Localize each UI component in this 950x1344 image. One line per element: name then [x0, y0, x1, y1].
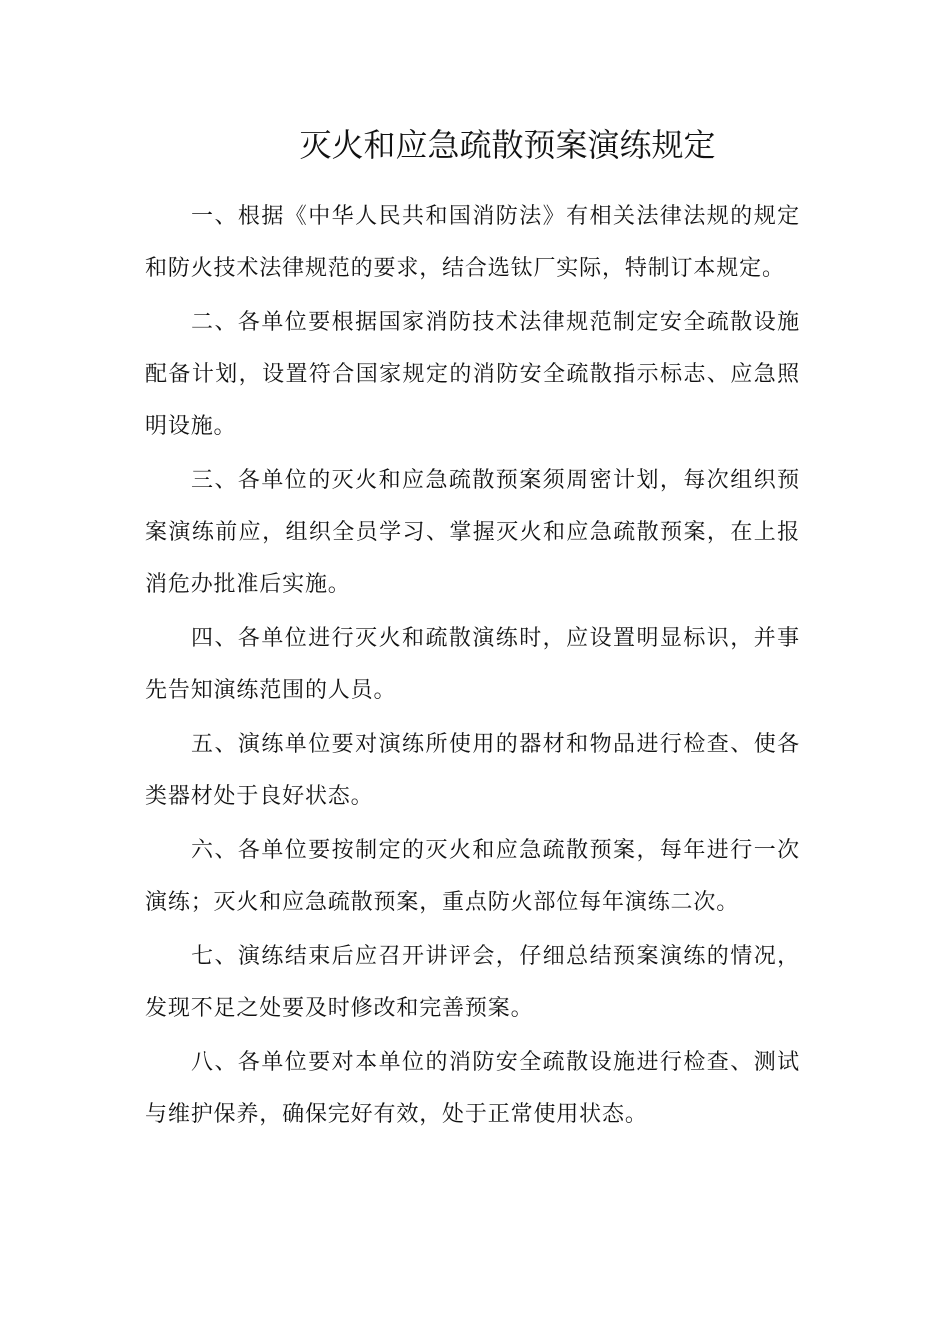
paragraph-1: 一、根据《中华人民共和国消防法》有相关法律法规的规定和防火技术法律规范的要求，结合选钛厂实际，特制订本规定。 — [145, 204, 800, 281]
paragraph-7: 七、演练结束后应召开讲评会，仔细总结预案演练的情况，发现不足之处要及时修改和完善预案。 — [145, 944, 800, 1021]
paragraph-8: 八、各单位要对本单位的消防安全疏散设施进行检查、测试与维护保养，确保完好有效，处于正常使用状态。 — [145, 1050, 800, 1127]
paragraph-5: 五、演练单位要对演练所使用的器材和物品进行检查、使各类器材处于良好状态。 — [145, 732, 800, 809]
paragraph-6: 六、各单位要按制定的灭火和应急疏散预案，每年进行一次演练；灭火和应急疏散预案，重点防火部位每年演练二次。 — [145, 838, 800, 915]
paragraph-2: 二、各单位要根据国家消防技术法律规范制定安全疏散设施配备计划，设置符合国家规定的消防安全疏散指示标志、应急照明设施。 — [145, 310, 800, 439]
document-title: 灭火和应急疏散预案演练规定 — [299, 126, 716, 164]
paragraph-4: 四、各单位进行灭火和疏散演练时，应设置明显标识，并事先告知演练范围的人员。 — [145, 626, 800, 703]
document-body — [145, 191, 800, 1141]
paragraph-3: 三、各单位的灭火和应急疏散预案须周密计划，每次组织预案演练前应，组织全员学习、掌握灭火和应急疏散预案，在上报消危办批准后实施。 — [145, 468, 800, 597]
